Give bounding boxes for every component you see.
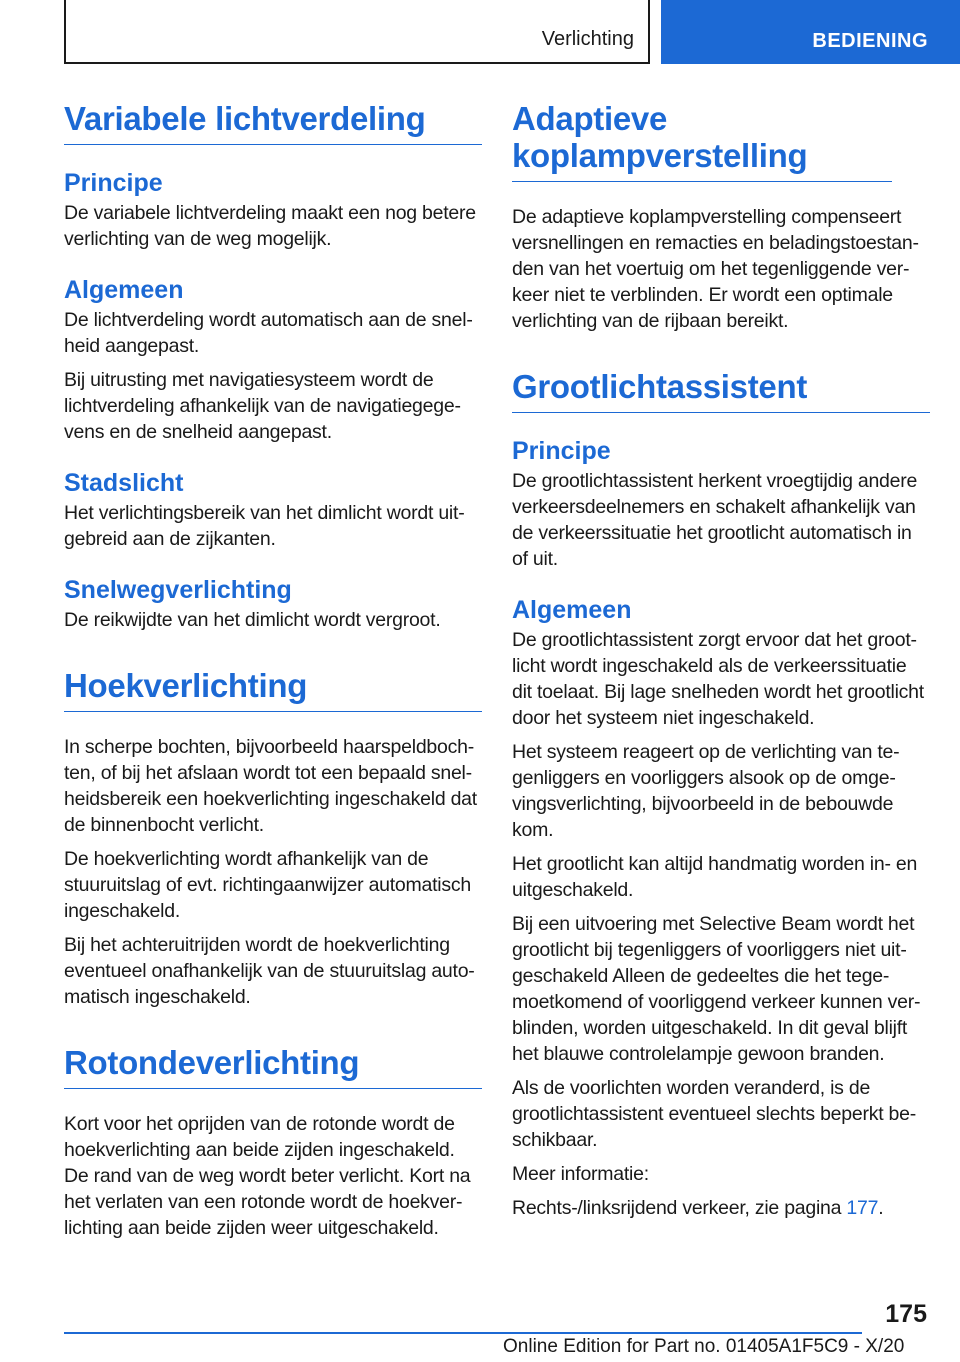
paragraph: Het systeem reageert op de verlichting van tegenliggers en voorliggers alsook op de omgevingsverlichting, bijvoorbeeld in de bebouwde kom. bbox=[512, 741, 900, 841]
paragraph: De lichtverdeling wordt automatisch aan de snelheid aangepast. bbox=[64, 309, 473, 357]
subheading-principe: Principe bbox=[512, 437, 611, 465]
paragraph: De grootlichtassistent zorgt ervoor dat het grootlicht wordt ingeschakeld als de verkeerssituatie dit toelaat. Bij lage snelheden wordt het grootlicht door het systeem niet ingeschakeld. bbox=[512, 629, 924, 729]
paragraph: Bij het achteruitrijden wordt de hoekverlichting eventueel onafhankelijk van de stuuruitslag automatisch ingeschakeld. bbox=[64, 934, 475, 1008]
right-column bbox=[512, 100, 930, 1221]
header-section-box bbox=[64, 0, 650, 64]
footer-edition-text: Online Edition for Part no. 01405A1F5C9 - X/20 bbox=[503, 1336, 905, 1357]
cross-reference bbox=[512, 1195, 930, 1221]
paragraph: De hoekverlichting wordt afhankelijk van de stuuruitslag of evt. richtingaanwijzer automatisch ingeschakeld. bbox=[64, 848, 471, 922]
header-chapter-title: BEDIENING bbox=[812, 30, 928, 52]
left-column bbox=[64, 100, 482, 1241]
subheading-principe: Principe bbox=[64, 169, 163, 197]
paragraph: Meer informatie: bbox=[512, 1163, 649, 1185]
paragraph: Als de voorlichten worden veranderd, is de grootlichtassistent eventueel slechts beperkt beschikbaar. bbox=[512, 1077, 917, 1151]
heading-adaptieve-koplampverstelling: Adaptieve koplampverstelling bbox=[512, 100, 892, 182]
paragraph: In scherpe bochten, bijvoorbeeld haarspeldbochten, of bij het afslaan wordt tot een bepaald snelheidsbereik een hoekverlichting ingeschakeld dat de binnenbocht verlicht. bbox=[64, 736, 477, 836]
page-number: 175 bbox=[885, 1300, 927, 1328]
paragraph: Het verlichtingsbereik van het dimlicht wordt uitgebreid aan de zijkanten. bbox=[64, 502, 465, 550]
paragraph: Het grootlicht kan altijd handmatig worden in- en uitgeschakeld. bbox=[512, 853, 918, 901]
header-chapter-tab bbox=[661, 0, 960, 64]
paragraph: Bij uitrusting met navigatiesysteem wordt de lichtverdeling afhankelijk van de navigatiegegevens en de snelheid aangepast. bbox=[64, 369, 461, 443]
cross-reference-text: Rechts-/linksrijdend verkeer, zie pagina bbox=[512, 1197, 847, 1219]
paragraph: Bij een uitvoering met Selective Beam wordt het grootlicht bij tegenliggers of voorliggers niet uitgeschakeld Alleen de gedeeltes die het tegemoetkomend of voorliggend verkeer kunnen verblinden, worden uitgeschakeld. In dit geval blijft het blauwe controlelampje gewoon branden. bbox=[512, 913, 921, 1065]
heading-rotondeverlichting: Rotondeverlichting bbox=[64, 1044, 482, 1089]
header-section-title: Verlichting bbox=[541, 28, 634, 50]
paragraph: De adaptieve koplampverstelling compenseert versnellingen en remacties en beladingstoestanden van het voertuig om het tegenliggende verkeer niet te verblinden. Er wordt een optimale verlichting van de rijbaan bereikt. bbox=[512, 206, 919, 332]
paragraph: De variabele lichtverdeling maakt een nog betere verlichting van de weg mogelijk. bbox=[64, 202, 476, 250]
footer-divider bbox=[64, 1332, 862, 1334]
paragraph: Kort voor het oprijden van de rotonde wordt de hoekverlichting aan beide zijden ingeschakeld. De rand van de weg wordt beter verlicht. Kort na het verlaten van een rotonde wordt de hoekverlichting aan beide zijden weer uitgeschakeld. bbox=[64, 1113, 471, 1239]
subheading-snelwegverlichting: Snelwegverlichting bbox=[64, 576, 292, 604]
cross-reference-end: . bbox=[878, 1197, 884, 1219]
paragraph: De grootlichtassistent herkent vroegtijdig andere verkeersdeelnemers en schakelt afhankelijk van de verkeerssituatie het grootlicht automatisch in of uit. bbox=[512, 470, 918, 570]
page-link-177[interactable]: 177 bbox=[846, 1197, 879, 1219]
heading-hoekverlichting: Hoekverlichting bbox=[64, 667, 482, 712]
heading-grootlichtassistent: Grootlichtassistent bbox=[512, 368, 930, 413]
heading-variabele-lichtverdeling: Variabele lichtverdeling bbox=[64, 100, 482, 145]
subheading-algemeen: Algemeen bbox=[64, 276, 184, 304]
subheading-stadslicht: Stadslicht bbox=[64, 469, 184, 497]
paragraph: De reikwijdte van het dimlicht wordt vergroot. bbox=[64, 609, 441, 631]
subheading-algemeen: Algemeen bbox=[512, 596, 632, 624]
